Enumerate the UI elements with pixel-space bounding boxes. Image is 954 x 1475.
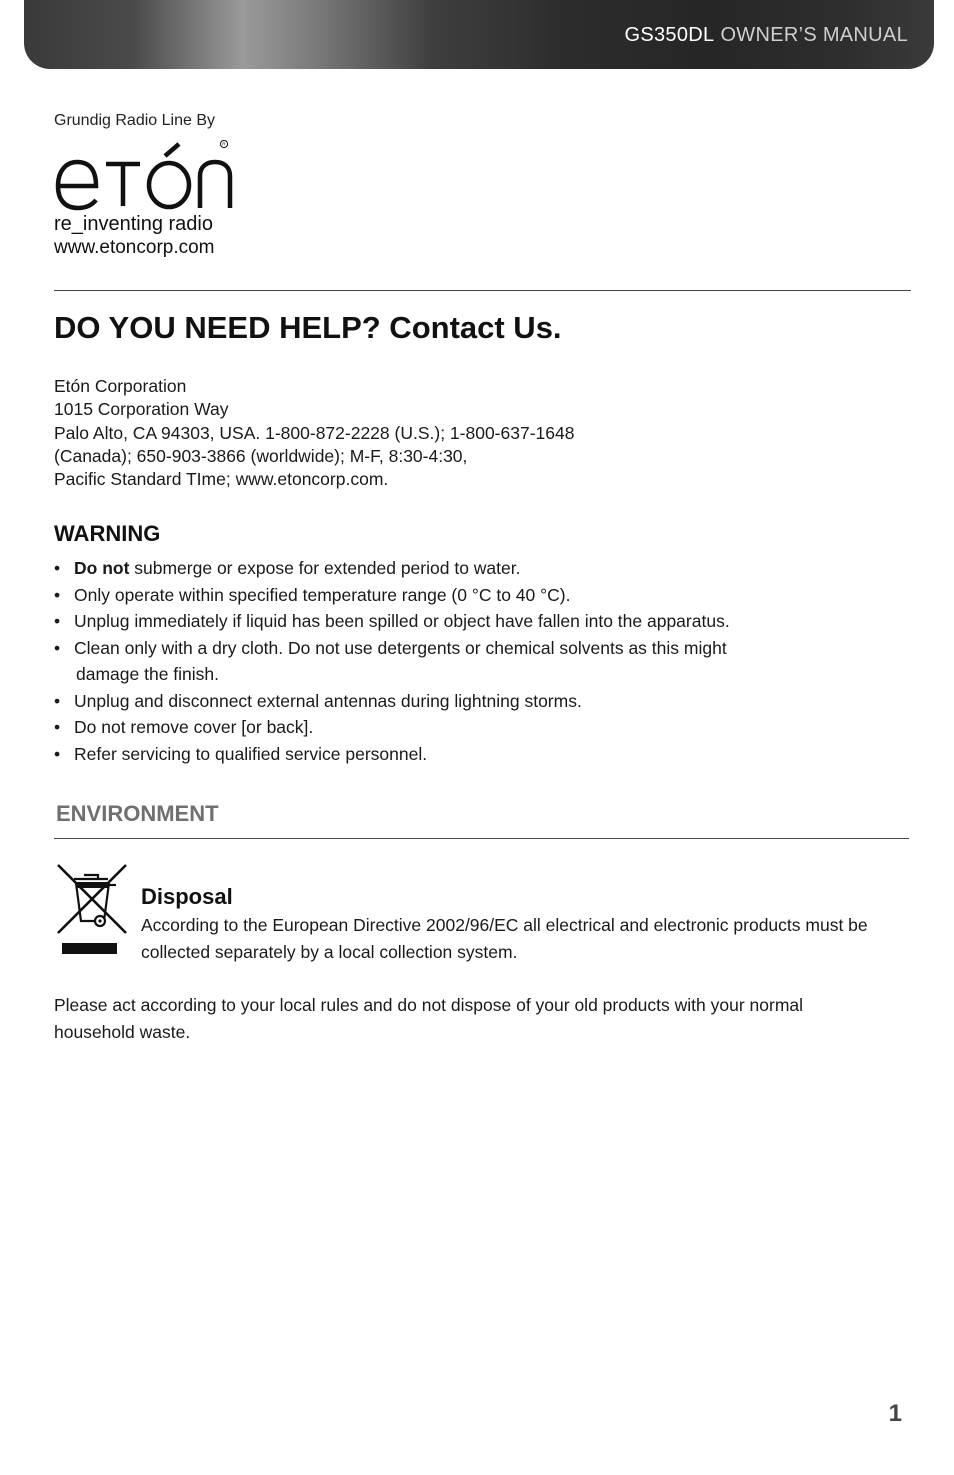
warning-item <box>54 635 730 688</box>
warning-text: Unplug immediately if liquid has been spilled or object have fallen into the apparatus. <box>74 611 730 631</box>
header-title <box>625 24 909 47</box>
address-line: (Canada); 650-903-3866 (worldwide); M-F, 8:30-4:30, <box>54 445 468 466</box>
bullet: • <box>54 558 61 578</box>
logo-caption: Grundig Radio Line By <box>54 112 215 129</box>
bullet: • <box>54 584 61 605</box>
warning-text: Unplug and disconnect external antennas during lightning storms. <box>74 690 582 711</box>
svg-text:R: R <box>222 141 226 147</box>
warning-emphasis: Do not <box>74 558 130 578</box>
address-line: Pacific Standard TIme; www.etoncorp.com. <box>54 469 389 490</box>
environment-title: ENVIRONMENT <box>56 801 219 826</box>
warning-text-continuation: damage the finish. <box>76 664 220 684</box>
header-model: GS350DL <box>624 24 715 46</box>
warning-list <box>54 555 730 767</box>
contact-address <box>54 375 574 491</box>
warning-item <box>54 555 730 582</box>
warning-title: WARNING <box>54 521 161 546</box>
bullet: • <box>54 611 61 631</box>
bullet: • <box>54 637 61 658</box>
address-line: Etón Corporation <box>54 376 187 396</box>
disposal-title: Disposal <box>141 884 233 909</box>
bullet: • <box>54 690 61 711</box>
bullet: • <box>54 743 61 764</box>
header-bar <box>24 0 934 69</box>
environment-divider <box>54 838 909 839</box>
page-number: 1 <box>888 1400 902 1427</box>
warning-text: Clean only with a dry cloth. Do not use detergents or chemical solvents as this might <box>74 637 727 658</box>
address-line: 1015 Corporation Way <box>54 399 229 420</box>
warning-text: Only operate within specified temperature range (0 °C to 40 °C). <box>74 584 571 605</box>
warning-item <box>54 714 730 741</box>
eton-logo <box>54 140 234 212</box>
crossed-out-wheelie-bin-icon <box>54 863 130 957</box>
top-divider <box>54 290 911 291</box>
logo-url: www.etoncorp.com <box>54 237 215 258</box>
warning-item <box>54 608 730 635</box>
warning-text: submerge or expose for extended period to water. <box>129 558 521 578</box>
bullet: • <box>54 717 61 737</box>
address-line: Palo Alto, CA 94303, USA. 1-800-872-2228 (U.S.); 1-800-637-1648 <box>54 422 575 443</box>
warning-text: Refer servicing to qualified service personnel. <box>74 743 428 764</box>
help-title: DO YOU NEED HELP? Contact Us. <box>54 310 562 345</box>
header-manual-label: OWNER’S MANUAL <box>720 24 908 46</box>
disposal-text: According to the European Directive 2002/96/EC all electrical and electronic products must be collected separately by a local collection system. <box>141 915 868 962</box>
warning-text: Do not remove cover [or back]. <box>74 717 314 737</box>
warning-item <box>54 582 730 609</box>
brand-logo-block <box>54 112 254 258</box>
warning-item <box>54 741 730 768</box>
local-rules-text: Please act according to your local rules and do not dispose of your old products with your normal household waste. <box>54 995 804 1042</box>
logo-tagline: re_inventing radio <box>54 213 213 235</box>
warning-item <box>54 688 730 715</box>
